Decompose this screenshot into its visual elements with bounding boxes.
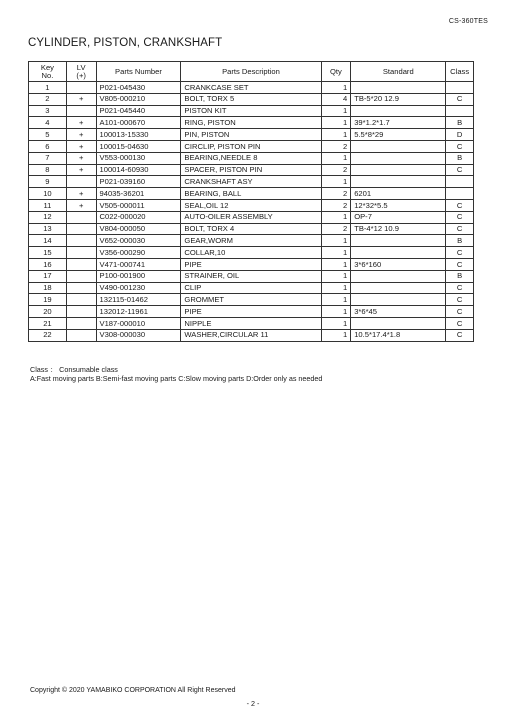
class-cell: B [446,235,474,247]
key-no-cell: 4 [29,117,67,129]
standard-cell: TB-4*12 10.9 [351,223,446,235]
qty-cell: 2 [321,199,351,211]
legend-description: A:Fast moving parts B:Semi-fast moving parts C:Slow moving parts D:Order only as needed [30,374,323,383]
qty-cell: 2 [321,164,351,176]
class-cell: C [446,306,474,318]
qty-cell: 2 [321,140,351,152]
key-no-cell: 1 [29,82,67,94]
description-cell: AUTO-OILER ASSEMBLY [181,211,321,223]
part-number-cell: V471-000741 [96,258,181,270]
standard-cell: 5.5*8*29 [351,129,446,141]
key-no-cell: 21 [29,317,67,329]
description-cell: SEAL,OIL 12 [181,199,321,211]
description-cell: CRANKCASE SET [181,82,321,94]
class-cell: C [446,258,474,270]
standard-cell: 3*6*160 [351,258,446,270]
key-no-cell: 19 [29,294,67,306]
lv-cell: + [66,188,96,200]
table-row [29,129,474,141]
qty-cell: 1 [321,258,351,270]
lv-cell: + [66,199,96,211]
table-row [29,223,474,235]
standard-cell [351,176,446,188]
class-cell: C [446,247,474,259]
part-number-cell: V804-000050 [96,223,181,235]
description-cell: PIPE [181,306,321,318]
table-row [29,176,474,188]
lv-header: LV (+) [66,62,96,82]
standard-cell [351,317,446,329]
lv-cell [66,235,96,247]
key-no-cell: 11 [29,199,67,211]
description-cell: BOLT, TORX 4 [181,223,321,235]
lv-cell [66,270,96,282]
description-cell: WASHER,CIRCULAR 11 [181,329,321,341]
parts-table-body [29,82,474,342]
part-number-cell: V805-000210 [96,93,181,105]
page-title: CYLINDER, PISTON, CRANKSHAFT [28,37,223,49]
standard-cell: 10.5*17.4*1.8 [351,329,446,341]
description-cell: BEARING,NEEDLE 8 [181,152,321,164]
table-row [29,164,474,176]
description-cell: GROMMET [181,294,321,306]
qty-cell: 2 [321,223,351,235]
class-cell: C [446,93,474,105]
standard-cell: 6201 [351,188,446,200]
standard-cell [351,270,446,282]
key-no-cell: 16 [29,258,67,270]
standard-cell: 3*6*45 [351,306,446,318]
part-number-cell: A101-000670 [96,117,181,129]
description-cell: CIRCLIP, PISTON PIN [181,140,321,152]
class-cell: C [446,140,474,152]
copyright-notice: Copyright © 2020 YAMABIKO CORPORATION All Right Reserved [30,687,236,694]
part-number-cell: C022-000020 [96,211,181,223]
class-cell: C [446,164,474,176]
table-row [29,93,474,105]
qty-cell: 1 [321,211,351,223]
lv-cell [66,317,96,329]
description-cell: STRAINER, OIL [181,270,321,282]
qty-cell: 1 [321,82,351,94]
key-no-cell: 5 [29,129,67,141]
class-cell: C [446,223,474,235]
page-number: - 2 - [246,699,260,708]
parts-table [28,61,474,342]
class-legend [30,365,322,383]
key-no-cell: 22 [29,329,67,341]
table-row [29,105,474,117]
description-cell: BOLT, TORX 5 [181,93,321,105]
part-number-header: Parts Number [96,62,181,82]
part-number-cell: 132012-11961 [96,306,181,318]
table-row [29,258,474,270]
class-cell [446,188,474,200]
table-row [29,317,474,329]
part-number-cell: V356-000290 [96,247,181,259]
key-no-cell: 7 [29,152,67,164]
key-no-cell: 9 [29,176,67,188]
key-no-cell: 10 [29,188,67,200]
lv-cell [66,82,96,94]
description-cell: PIPE [181,258,321,270]
standard-cell [351,235,446,247]
part-number-cell: P021-045440 [96,105,181,117]
class-cell [446,82,474,94]
description-cell: GEAR,WORM [181,235,321,247]
part-number-cell: V652-000030 [96,235,181,247]
standard-cell [351,152,446,164]
key-no-cell: 2 [29,93,67,105]
lv-cell: + [66,164,96,176]
class-cell: C [446,329,474,341]
part-number-cell: V187-000010 [96,317,181,329]
qty-header: Qty [321,62,351,82]
qty-cell: 1 [321,317,351,329]
standard-cell [351,164,446,176]
standard-cell: 12*32*5.5 [351,199,446,211]
class-cell: B [446,270,474,282]
qty-cell: 1 [321,152,351,164]
lv-cell: + [66,152,96,164]
key-no-cell: 8 [29,164,67,176]
lv-cell: + [66,129,96,141]
description-cell: SPACER, PISTON PIN [181,164,321,176]
lv-cell [66,176,96,188]
part-number-cell: V490-001230 [96,282,181,294]
part-number-cell: V308-000030 [96,329,181,341]
key-no-cell: 12 [29,211,67,223]
lv-cell [66,211,96,223]
table-row [29,235,474,247]
table-row [29,152,474,164]
lv-cell [66,258,96,270]
class-cell: B [446,152,474,164]
table-row [29,211,474,223]
class-header: Class [446,62,474,82]
qty-cell: 1 [321,306,351,318]
qty-cell: 1 [321,176,351,188]
table-header-row [29,62,474,82]
qty-cell: 1 [321,329,351,341]
description-cell: RING, PISTON [181,117,321,129]
lv-cell [66,329,96,341]
table-row [29,82,474,94]
class-cell [446,176,474,188]
standard-cell [351,105,446,117]
standard-cell [351,247,446,259]
lv-cell [66,105,96,117]
class-cell: B [446,117,474,129]
part-number-cell: V553-000130 [96,152,181,164]
part-number-cell: 100015-04630 [96,140,181,152]
part-number-cell: V505-000011 [96,199,181,211]
description-cell: NIPPLE [181,317,321,329]
qty-cell: 1 [321,105,351,117]
key-no-cell: 3 [29,105,67,117]
part-number-cell: 132115-01462 [96,294,181,306]
qty-cell: 1 [321,235,351,247]
key-no-cell: 13 [29,223,67,235]
class-cell: C [446,199,474,211]
key-no-cell: 18 [29,282,67,294]
class-cell: C [446,282,474,294]
standard-cell [351,82,446,94]
table-row [29,117,474,129]
standard-cell: OP-7 [351,211,446,223]
key-no-cell: 14 [29,235,67,247]
description-cell: COLLAR,10 [181,247,321,259]
class-cell: C [446,294,474,306]
table-row [29,294,474,306]
part-number-cell: P100-001900 [96,270,181,282]
legend-title: Class ： Consumable class [30,365,118,374]
qty-cell: 2 [321,188,351,200]
standard-cell: TB-5*20 12.9 [351,93,446,105]
lv-cell: + [66,140,96,152]
lv-cell [66,247,96,259]
qty-cell: 1 [321,129,351,141]
table-row [29,199,474,211]
lv-cell [66,294,96,306]
description-cell: CRANKSHAFT ASY [181,176,321,188]
table-row [29,188,474,200]
description-header: Parts Description [181,62,321,82]
class-cell: C [446,317,474,329]
key-no-header: Key No. [29,62,67,82]
key-no-cell: 20 [29,306,67,318]
lv-cell [66,306,96,318]
part-number-cell: 100013-15330 [96,129,181,141]
description-cell: CLIP [181,282,321,294]
class-cell [446,105,474,117]
document-code: CS-360TES [448,18,488,25]
description-cell: PIN, PISTON [181,129,321,141]
part-number-cell: 100014-60930 [96,164,181,176]
part-number-cell: P021-039160 [96,176,181,188]
table-row [29,329,474,341]
part-number-cell: 94035-36201 [96,188,181,200]
class-cell: C [446,211,474,223]
standard-cell [351,140,446,152]
standard-header: Standard [351,62,446,82]
table-row [29,140,474,152]
part-number-cell: P021-045430 [96,82,181,94]
table-row [29,270,474,282]
lv-cell: + [66,93,96,105]
class-cell: D [446,129,474,141]
description-cell: BEARING, BALL [181,188,321,200]
standard-cell: 39*1.2*1.7 [351,117,446,129]
lv-cell [66,282,96,294]
table-row [29,282,474,294]
standard-cell [351,282,446,294]
standard-cell [351,294,446,306]
table-row [29,247,474,259]
key-no-cell: 17 [29,270,67,282]
key-no-cell: 6 [29,140,67,152]
description-cell: PISTON KIT [181,105,321,117]
qty-cell: 1 [321,294,351,306]
key-no-cell: 15 [29,247,67,259]
qty-cell: 1 [321,270,351,282]
qty-cell: 1 [321,247,351,259]
qty-cell: 1 [321,282,351,294]
qty-cell: 4 [321,93,351,105]
table-row [29,306,474,318]
lv-cell [66,223,96,235]
lv-cell: + [66,117,96,129]
qty-cell: 1 [321,117,351,129]
